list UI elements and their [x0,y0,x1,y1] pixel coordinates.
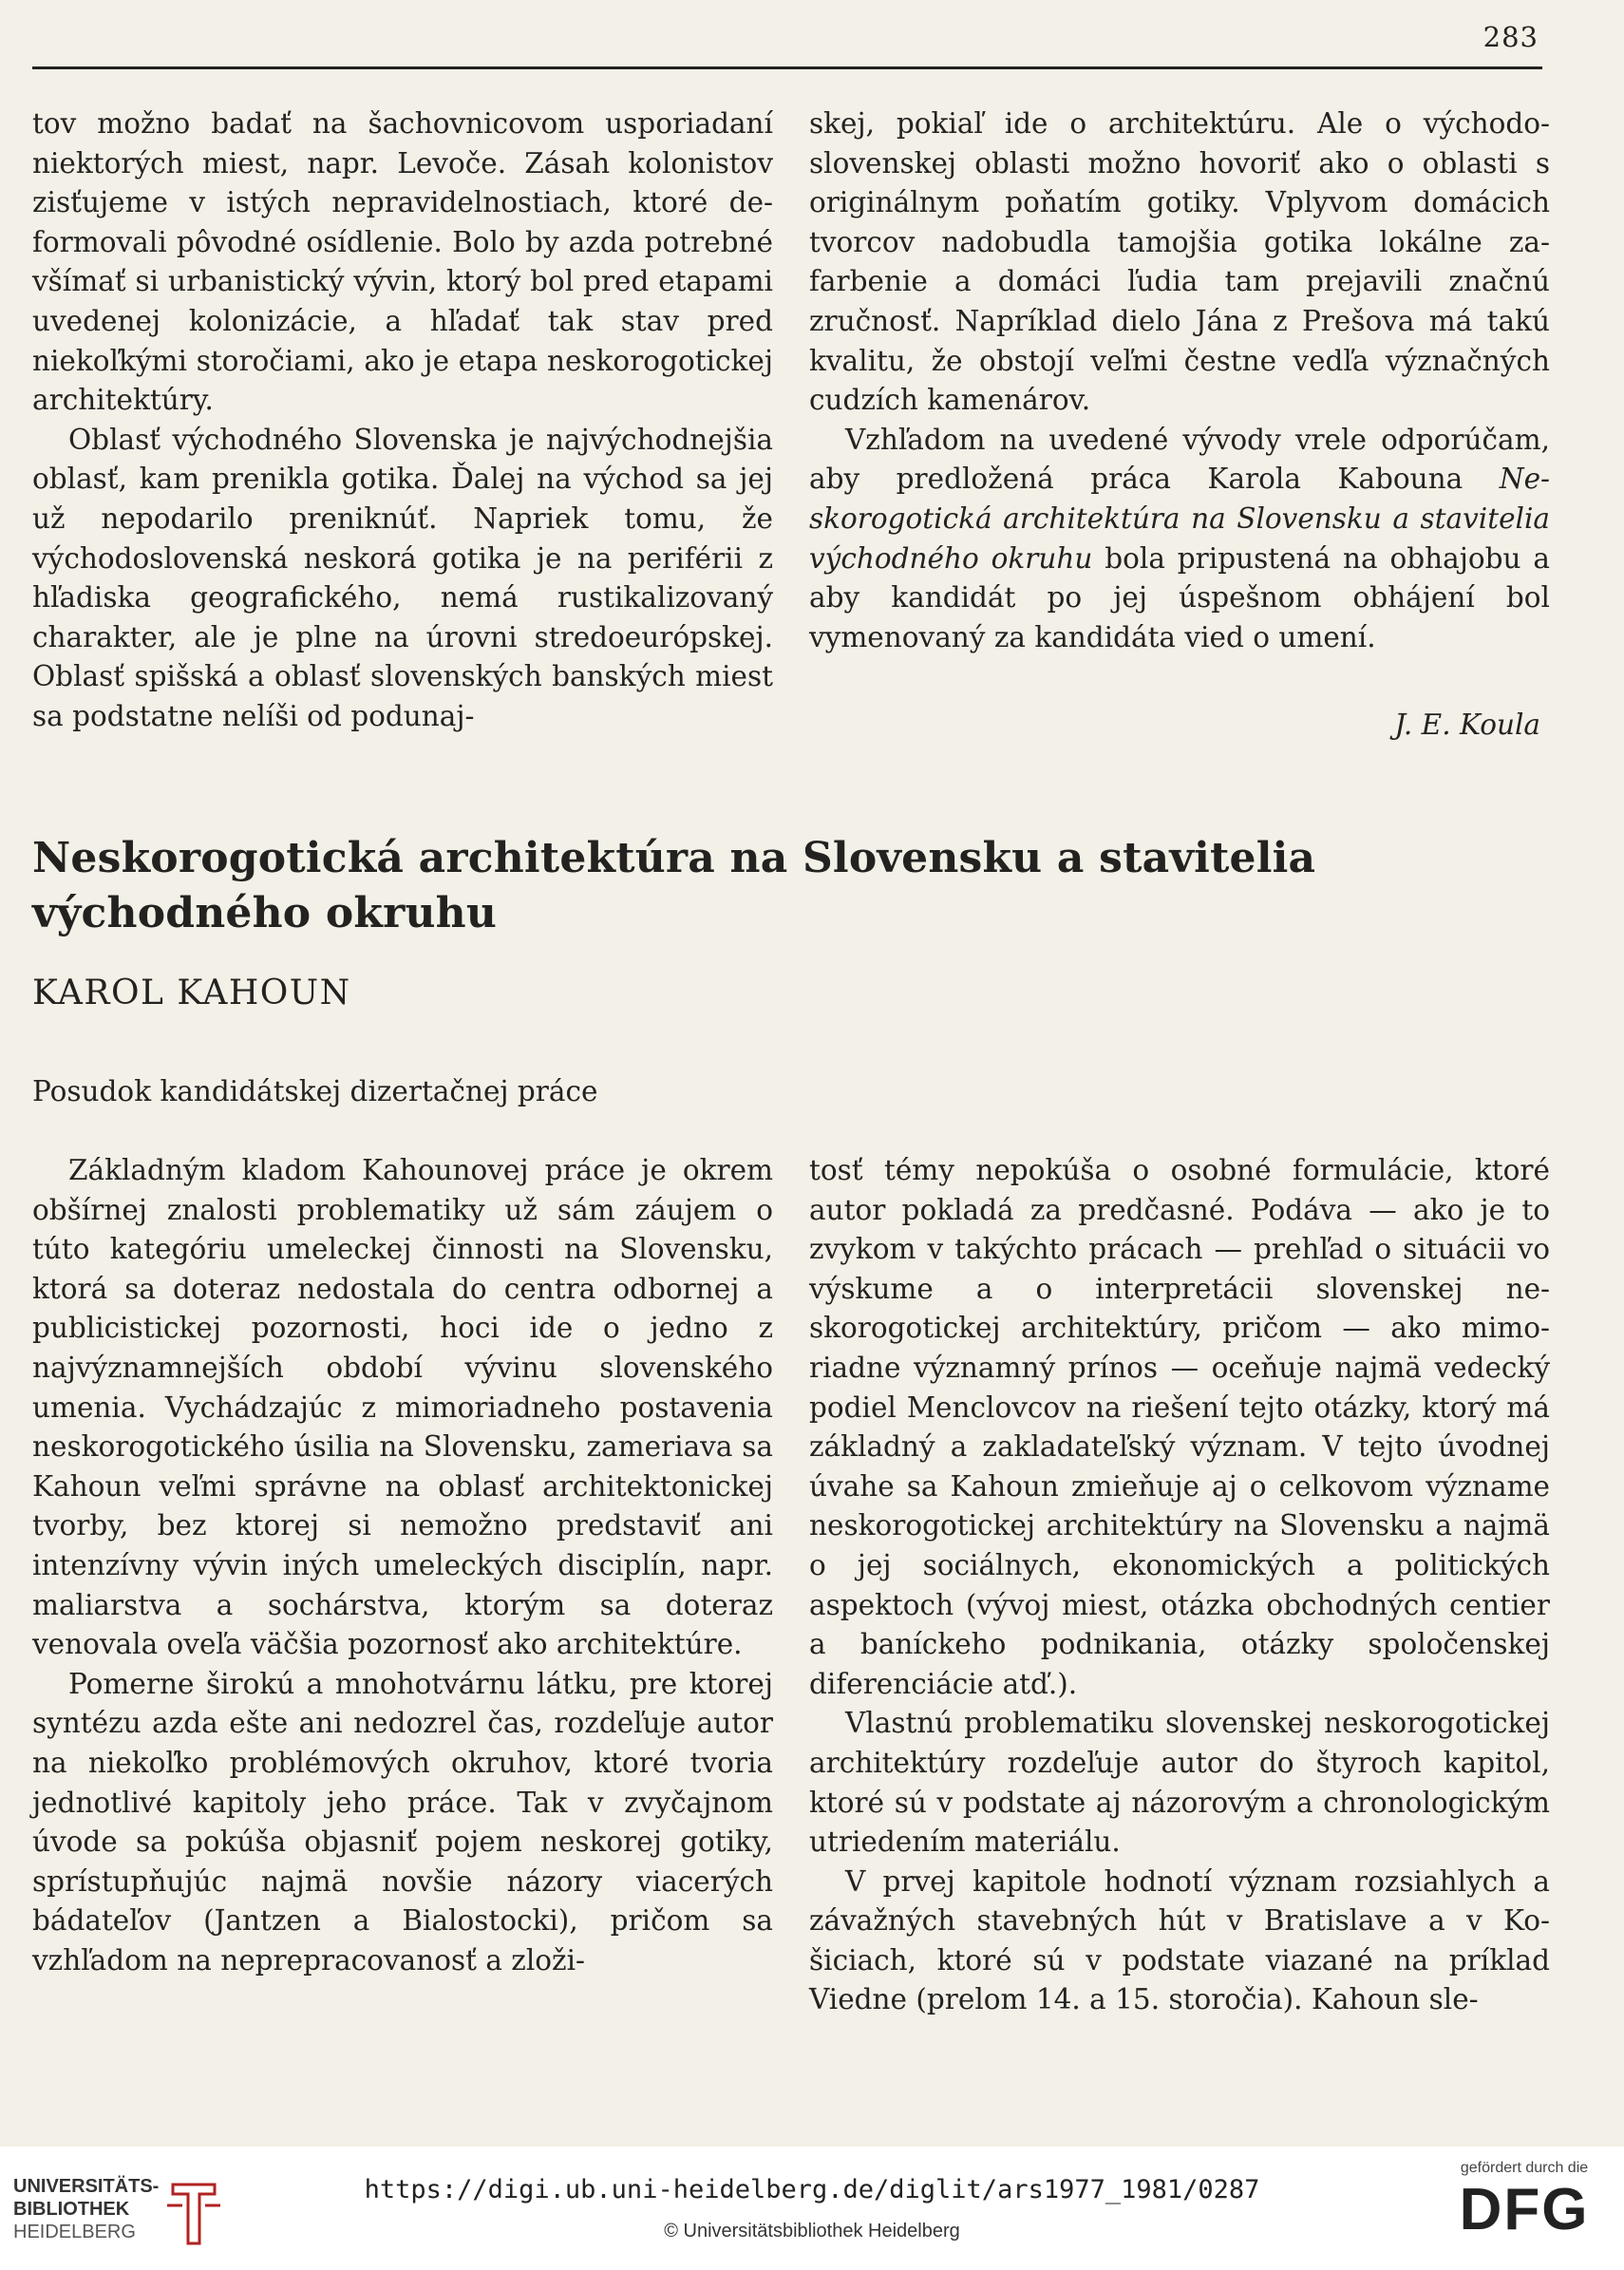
bottom-right-column [809,1151,1550,2020]
dfg-caption: gefördert durch die [1460,2160,1589,2176]
library-line-2: BIBLIOTHEK [13,2199,130,2220]
library-line-1: UNIVERSITÄTS- [13,2176,160,2197]
page-number: 283 [1482,21,1539,53]
top-rule [32,66,1542,69]
bottom-left-column [32,1151,773,1980]
paragraph: Vzhľadom na uvedené vývody vrele odporúčam, aby predložená práca Karola Kabouna Neskorogotická architektúra na Slovensku a stavitelia východného okruhu bola pripustená na obhajobu a aby kandidát po jej úspešnom obhájení bol vymenovaný za kandidáta vied o umení. [809,423,1551,653]
library-line-3: HEIDELBERG [13,2222,136,2242]
paragraph: Základným kladom Kahounovej práce je okrem obšírnej znalosti problematiky už sám záujem o túto kategóriu umeleckej činnosti na Slovensku, ktorá sa doteraz nedostala do centra odbornej a publicistickej pozornosti, hoci ide o jedno z najvýznamnejších období vývinu slovenského umenia. Vychádzajúc z mimoriadneho postavenia neskorogotického úsilia na Slovensku, zameriava sa Kahoun veľmi správne na oblasť architektonickej tvorby, bez ktorej si nemožno predstaviť ani intenzívny vývin iných umeleckých disciplín, napr. maliarstva a sochárstva, ktorým sa doteraz venovala oveľa väčšia pozornosť ako architektúre. [32,1154,773,1661]
footer-copyright: © Universitätsbibliothek Heidelberg [664,2221,960,2242]
dfg-logo: DFG [1459,2177,1590,2242]
top-left-column [32,104,773,737]
paragraph: tosť témy nepokúša o osobné formulácie, ktoré autor pokladá za predčasné. Podáva — ako je to zvykom v takýchto prácach — prehľad o situácii vo výskume a o interpretácii slovenskej neskorogotickej architektúry, pričom — ako mimoriadne významný prínos — oceňuje najmä vedecký podiel Menclovcov na riešení tejto otázky, ktorý má základný a zakladateľský význam. V tejto úvodnej úvahe sa Kahoun zmieňuje aj o celkovom význame neskorogotickej architektúry na Slovensku a najmä o jej sociálnych, ekonomických a politických aspektoch (vývoj miest, otázka obchodných centier a baníckeho podnikania, otázky spoločenskej diferenciácie atď.). [809,1154,1550,1700]
footer-bar [0,2147,1624,2270]
paragraph: Vlastnú problematiku slovenskej neskorogotickej architektúry rozdeľuje autor do štyroch kapitol, ktoré sú v podstate aj názorovým a chronologickým utriedením materiálu. [809,1707,1550,1859]
paragraph: Oblasť východného Slovenska je najvýchodnejšia oblasť, kam prenikla gotika. Ďalej na východ sa jej už nepodarilo preniknúť. Napriek tomu, že východoslovenská neskorá gotika je na periférii z hľadiska geografického, nemá rustikalizovaný charakter, ale je plne na úrovni stredoeurópskej. Oblasť spišská a oblasť slovenských banských miest sa podstatne nelíši od podunaj- [32,423,773,732]
dfg-block[interactable] [1444,2160,1605,2243]
paragraph: V prvej kapitole hodnotí význam rozsiahlych a závažných stavebných hút v Bratislave a v Košiciach, ktoré sú v podstate viazané na príklad Viedne (prelom 14. a 15. storočia). Kahoun sle- [809,1864,1550,2016]
review-signature: J. E. Koula [1394,709,1540,741]
paragraph: tov možno badať na šachovnicovom usporiadaní niektorých miest, napr. Levoče. Zásah kolonistov zisťujeme v istých nepravidelnostiach, ktoré deformovali pôvodné osídlenie. Bolo by azda potrebné všímať si urbanistický vývin, ktorý bol pred etapami uvedenej kolonizácie, a hľadať tak stav pred niekoľkými storočiami, ako je etapa neskorogotickej architektúry. [32,107,773,417]
footer-url[interactable]: https://digi.ub.uni-heidelberg.de/diglit/ars1977_1981/0287 [364,2175,1260,2204]
article-subtitle: Posudok kandidátskej dizertačnej práce [32,1075,598,1107]
paragraph: skej, pokiaľ ide o architektúru. Ale o východoslovenskej oblasti možno hovoriť ako o oblasti s originálnym poňatím gotiky. Vplyvom domácich tvorcov nadobudla tamojšia gotika lokálne zafarbenie a domáci ľudia tam prejavili značnú zručnosť. Napríklad dielo Jána z Prešova má takú kvalitu, že obstojí veľmi čestne vedľa význačných cudzích kamenárov. [809,107,1550,417]
top-right-column [809,104,1550,657]
article-author: KAROL KAHOUN [32,974,351,1012]
paragraph: Pomerne širokú a mnohotvárnu látku, pre ktorej syntézu azda ešte ani nedozrel čas, rozdeľuje autor na niekoľko problémových okruhov, ktoré tvoria jednotlivé kapitoly jeho práce. Tak v zvyčajnom úvode sa pokúša objasniť pojem neskorej gotiky, sprístupňujúc najmä novšie názory viacerých bádateľov (Jantzen a Bialostocki), pričom sa vzhľadom na neprepracovanosť a zloži- [32,1667,773,1977]
article-title: Neskorogotická architektúra na Slovensku a stavitelia východného okruhu [32,834,1316,937]
